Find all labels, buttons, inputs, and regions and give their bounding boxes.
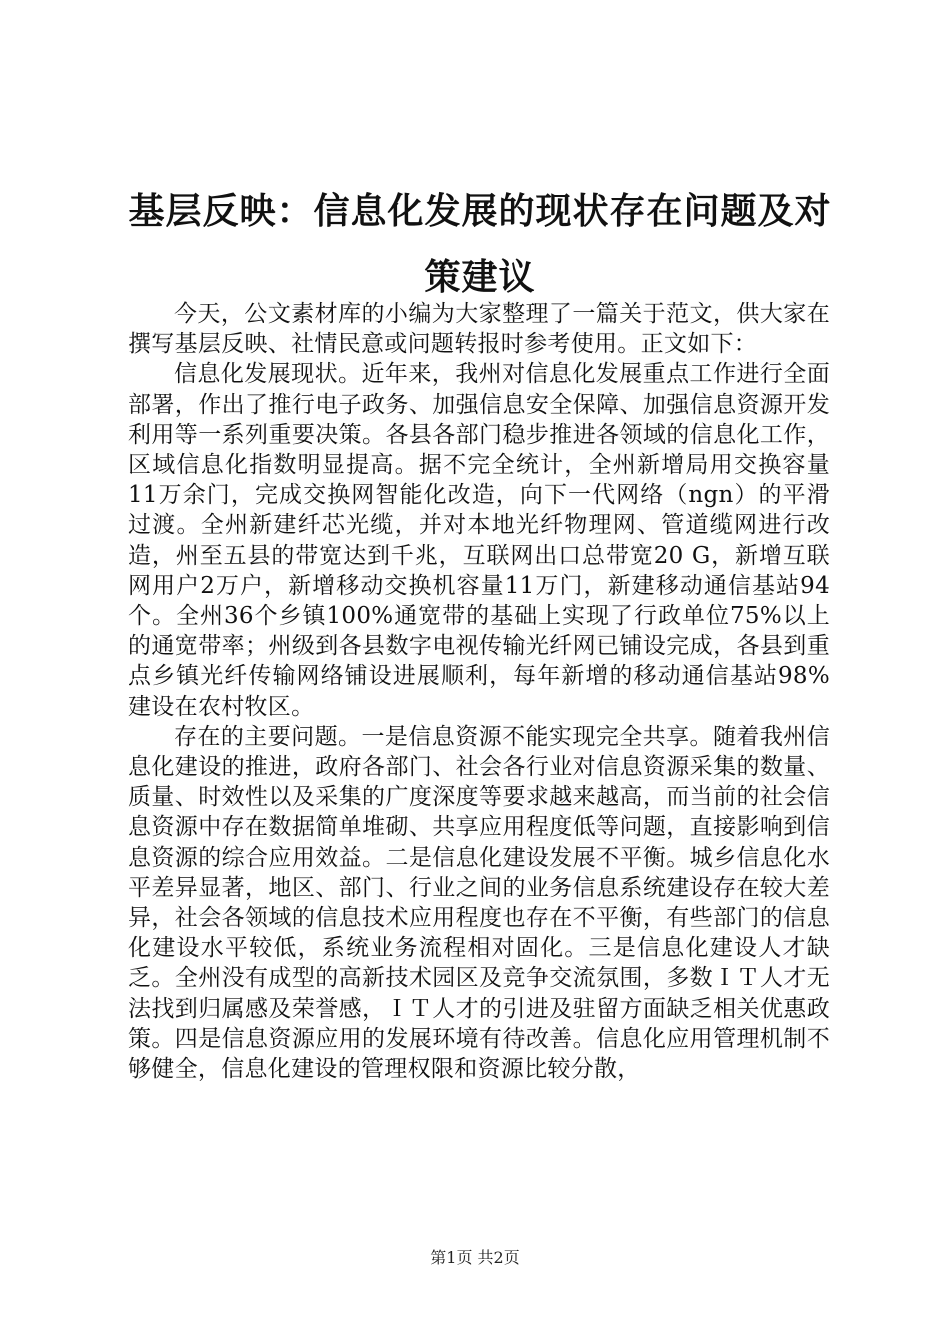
document-body [128,299,830,1084]
page-number-footer: 第1页 共2页 [430,1248,520,1267]
document-title: 基层反映：信息化发展的现状存在问题及对策建议 [128,190,832,298]
paragraph-intro: 今天，公文素材库的小编为大家整理了一篇关于范文，供大家在撰写基层反映、社情民意或问题转报时参考使用。正文如下： [128,301,830,358]
paragraph-status: 信息化发展现状。近年来，我州对信息化发展重点工作进行全面部署，作出了推行电子政务、加强信息安全保障、加强信息资源开发利用等一系列重要决策。各县各部门稳步推进各领域的信息化工作，区域信息化指数明显提高。据不完全统计，全州新增局用交换容量11万余门，完成交换网智能化改造，向下一代网络（ngn）的平滑过渡。全州新建纤芯光缆，并对本地光纤物理网、管道缆网进行改造，州至五县的带宽达到千兆，互联网出口总带宽20 G，新增互联网用户2万户，新增移动交换机容量11万门，新建移动通信基站94个。全州36个乡镇100%通宽带的基础上实现了行政单位75%以上的通宽带率；州级到各县数字电视传输光纤网已铺设完成，各县到重点乡镇光纤传输网络铺设进展顺利，每年新增的移动通信基站98%建设在农村牧区。 [128,361,830,720]
paragraph-problems: 存在的主要问题。一是信息资源不能实现完全共享。随着我州信息化建设的推进，政府各部门、社会各行业对信息资源采集的数量、质量、时效性以及采集的广度深度等要求越来越高，而当前的社会信息资源中存在数据简单堆砌、共享应用程度低等问题，直接影响到信息资源的综合应用效益。二是信息化建设发展不平衡。城乡信息化水平差异显著，地区、部门、行业之间的业务信息系统建设存在较大差异，社会各领域的信息技术应用程度也存在不平衡，有些部门的信息化建设水平较低，系统业务流程相对固化。三是信息化建设人才缺乏。全州没有成型的高新技术园区及竞争交流氛围，多数ＩＴ人才无法找到归属感及荣誉感，ＩＴ人才的引进及驻留方面缺乏相关优惠政策。四是信息资源应用的发展环境有待改善。信息化应用管理机制不够健全，信息化建设的管理权限和资源比较分散， [128,723,830,1083]
